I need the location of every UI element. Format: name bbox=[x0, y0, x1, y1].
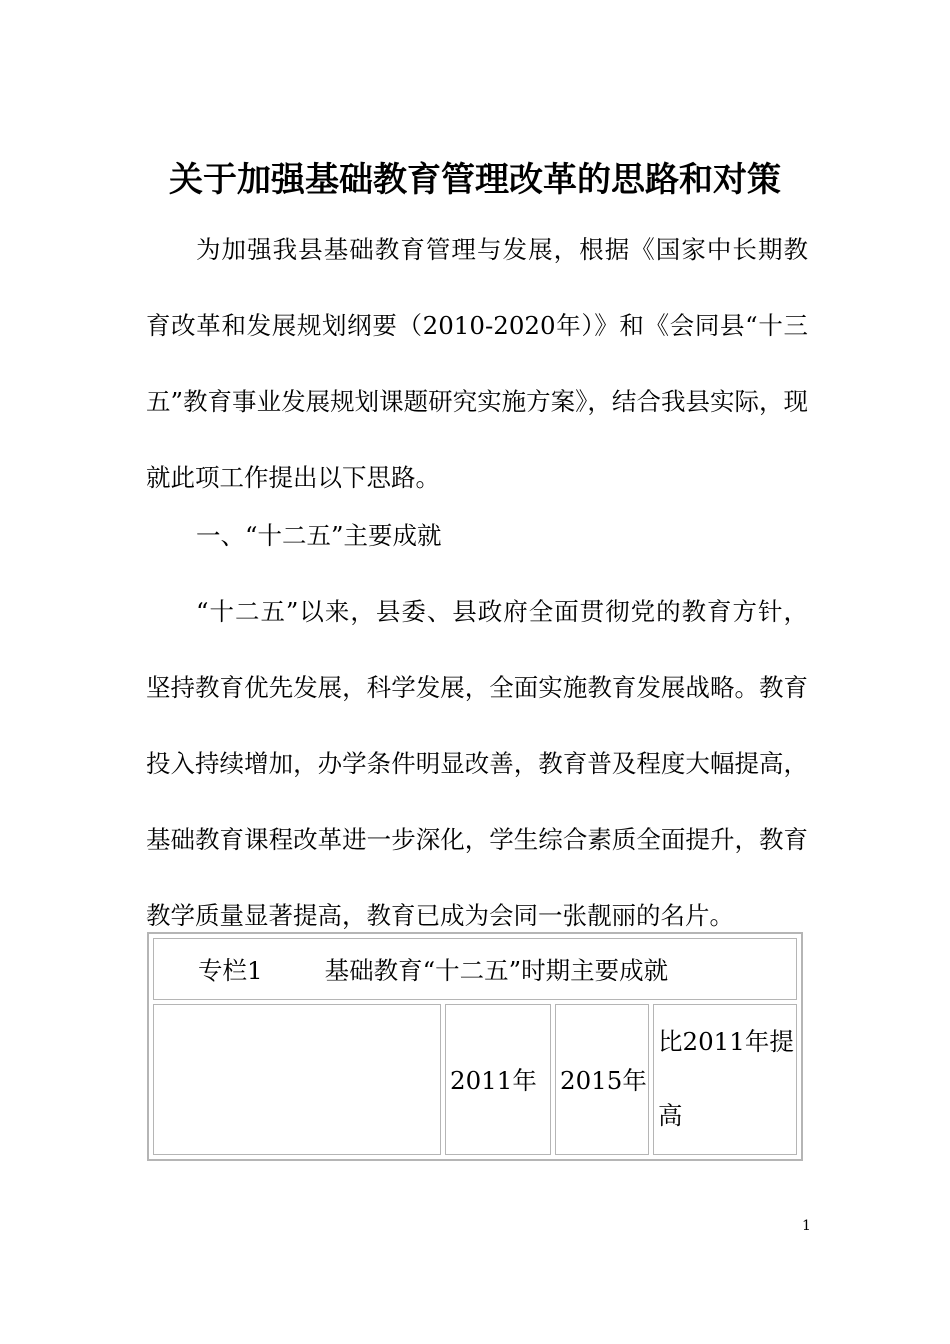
table-header-row bbox=[153, 1004, 797, 1155]
section-heading: 一、“十二五”主要成就 bbox=[196, 521, 442, 550]
table-header-cell: 比2011年提高 bbox=[653, 1004, 797, 1155]
intro-paragraph: 为加强我县基础教育管理与发展，根据《国家中长期教育改革和发展规划纲要（2010-2020年）》和《会同县“十三五”教育事业发展规划课题研究实施方案》，结合我县实际，现就此项工作提出以下思路。 bbox=[146, 235, 808, 492]
page-number: 1 bbox=[802, 1218, 811, 1234]
section-body-paragraph: “十二五”以来，县委、县政府全面贯彻党的教育方针，坚持教育优先发展，科学发展，全面实施教育发展战略。教育投入持续增加，办学条件明显改善，教育普及程度大幅提高，基础教育课程改革进一步深化，学生综合素质全面提升，教育教学质量显著提高，教育已成为会同一张靓丽的名片。 bbox=[146, 597, 808, 930]
table-header-cell: 2015年 bbox=[555, 1004, 649, 1155]
table-caption-title: 基础教育“十二五”时期主要成就 bbox=[324, 955, 669, 985]
table-header-cell: 2011年 bbox=[445, 1004, 551, 1155]
table-caption-label: 专栏1 bbox=[198, 955, 263, 985]
table-caption bbox=[153, 938, 797, 1000]
document-title: 关于加强基础教育管理改革的思路和对策 bbox=[169, 160, 781, 200]
table-header-cell bbox=[153, 1004, 441, 1155]
achievements-table bbox=[147, 932, 803, 1161]
